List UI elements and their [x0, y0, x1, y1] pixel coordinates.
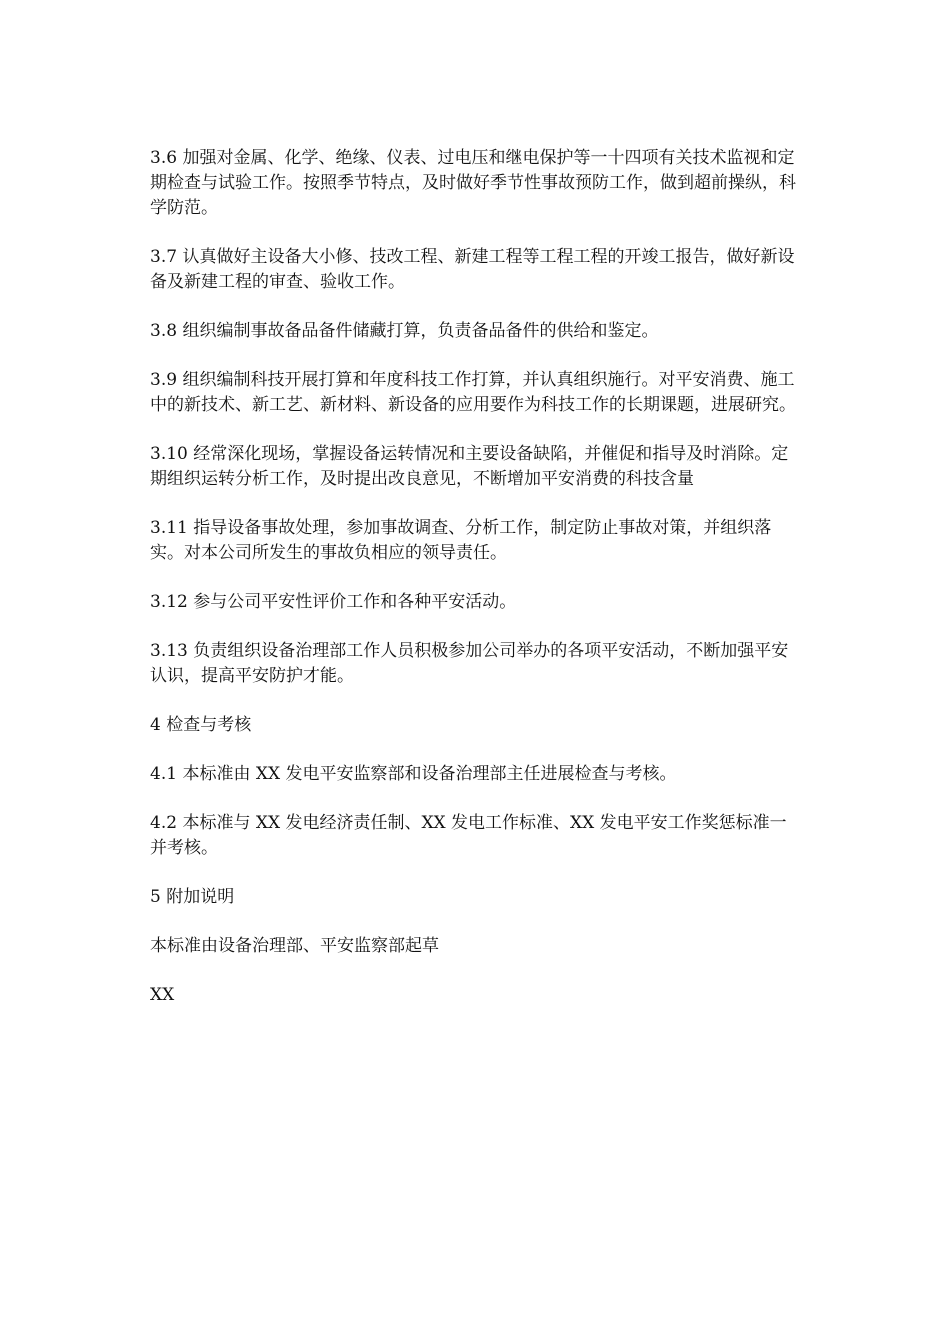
document-body: [150, 146, 800, 1008]
paragraph-4-1: 4.1 本标准由 XX 发电平安监察部和设备治理部主任进展检查与考核。: [150, 764, 677, 784]
paragraph-4-2: 4.2 本标准与 XX 发电经济责任制、XX 发电工作标准、XX 发电平安工作奖惩标准一并考核。: [150, 813, 787, 858]
section-heading-5: 5 附加说明: [150, 887, 235, 907]
paragraph-3-12: 3.12 参与公司平安性评价工作和各种平安活动。: [150, 592, 517, 612]
paragraph-3-11: 3.11 指导设备事故处理，参加事故调查、分析工作，制定防止事故对策，并组织落实。对本公司所发生的事故负相应的领导责任。: [150, 518, 772, 563]
paragraph-3-9: 3.9 组织编制科技开展打算和年度科技工作打算，并认真组织施行。对平安消费、施工中的新技术、新工艺、新材料、新设备的应用要作为科技工作的长期课题，进展研究。: [150, 370, 796, 415]
paragraph-3-6: 3.6 加强对金属、化学、绝缘、仪表、过电压和继电保护等一十四项有关技术监视和定期检查与试验工作。按照季节特点，及时做好季节性事故预防工作，做到超前操纵，科学防范。: [150, 148, 796, 218]
section-heading-4: 4 检查与考核: [150, 715, 252, 735]
paragraph-3-10: 3.10 经常深化现场，掌握设备运转情况和主要设备缺陷，并催促和指导及时消除。定期组织运转分析工作，及时提出改良意见，不断增加平安消费的科技含量: [150, 444, 789, 489]
paragraph-3-7: 3.7 认真做好主设备大小修、技改工程、新建工程等工程工程的开竣工报告，做好新设备及新建工程的审查、验收工作。: [150, 247, 795, 292]
paragraph-3-8: 3.8 组织编制事故备品备件储藏打算，负责备品备件的供给和鉴定。: [150, 321, 659, 341]
paragraph-3-13: 3.13 负责组织设备治理部工作人员积极参加公司举办的各项平安活动，不断加强平安认识，提高平安防护才能。: [150, 641, 789, 686]
signature-placeholder: XX: [150, 985, 175, 1005]
drafted-by-note: 本标准由设备治理部、平安监察部起草: [150, 936, 439, 956]
